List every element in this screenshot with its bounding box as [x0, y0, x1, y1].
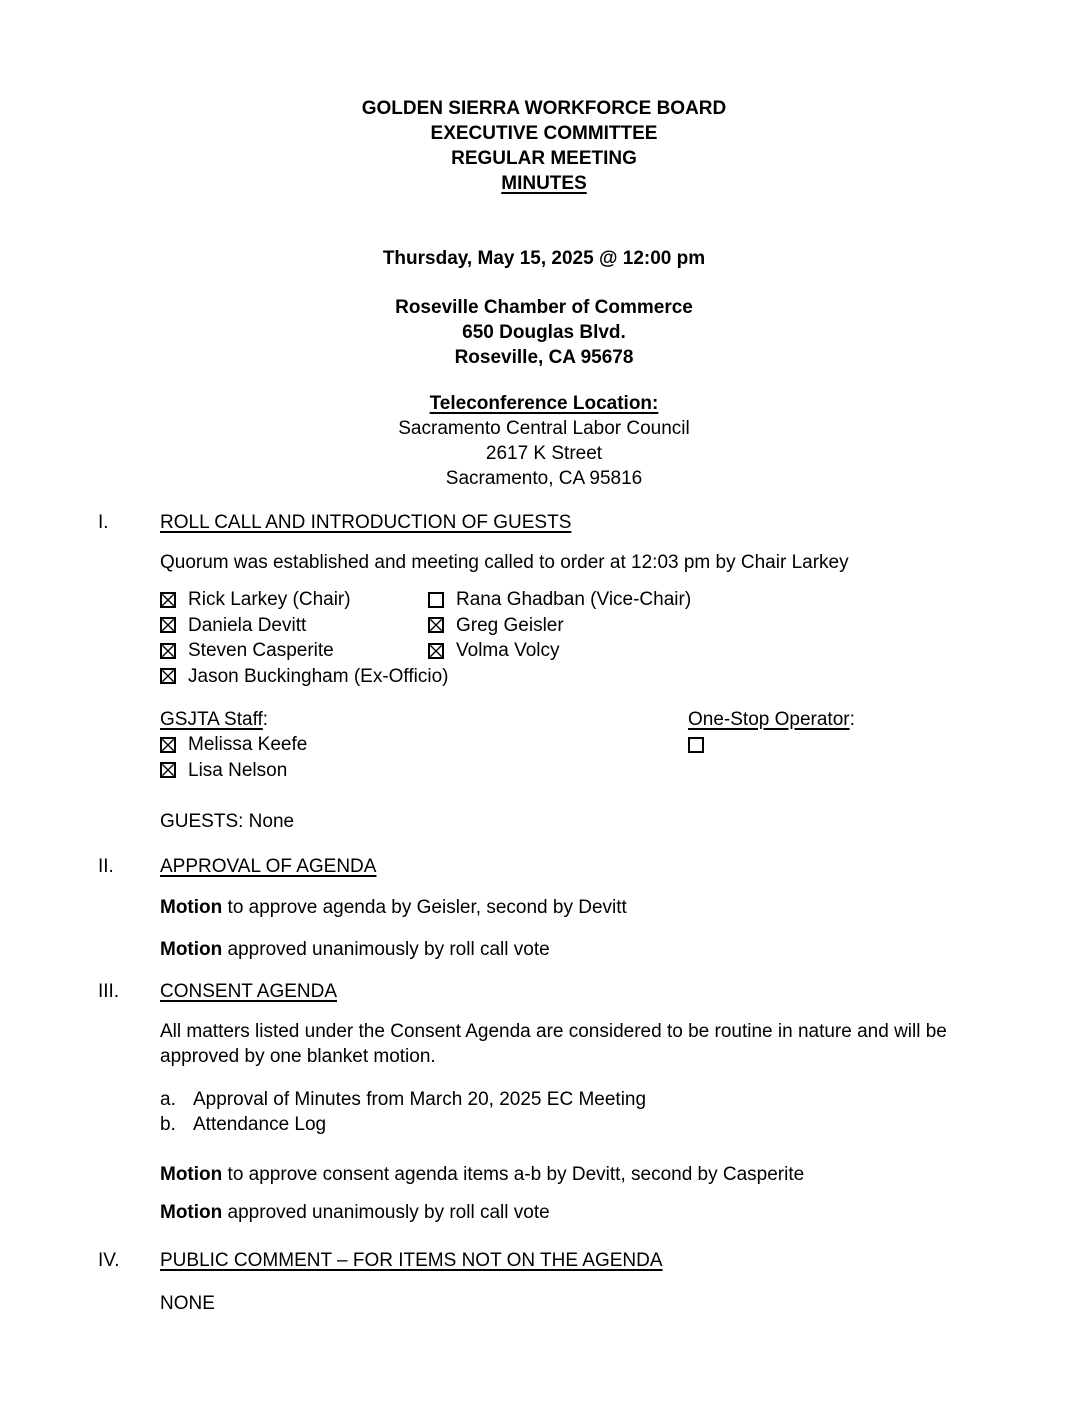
- title-line-committee: EXECUTIVE COMMITTEE: [430, 123, 658, 144]
- section-approval-of-agenda: [98, 854, 990, 962]
- teleconference-street: 2617 K Street: [485, 443, 603, 464]
- attendee-row: [428, 638, 990, 664]
- attendee-row: [160, 613, 428, 639]
- checked-checkbox-icon: [160, 762, 176, 778]
- attendee-row: [160, 638, 428, 664]
- staff-member-row: [160, 758, 688, 784]
- motion-text: to approve consent agenda items a-b by Devitt, second by Casperite: [222, 1164, 805, 1185]
- staff-member-name: Lisa Nelson: [188, 759, 288, 781]
- document-title-block: [98, 96, 990, 196]
- motion-bold-word: Motion: [160, 1202, 223, 1223]
- one-stop-operator-column: [688, 707, 855, 783]
- attendee-row: [428, 587, 990, 613]
- checked-checkbox-icon: [160, 617, 176, 633]
- teleconference-name: Sacramento Central Labor Council: [398, 418, 690, 439]
- consent-items-list: [160, 1087, 990, 1137]
- teleconference-city: Sacramento, CA 95816: [445, 468, 643, 489]
- teleconference-block: [98, 391, 990, 491]
- consent-intro-text: All matters listed under the Consent Agenda are considered to be routine in nature and will be approved by one blanket motion.: [160, 1021, 947, 1067]
- checked-checkbox-icon: [160, 643, 176, 659]
- teleconference-heading: Teleconference Location:: [429, 393, 659, 414]
- section-title: PUBLIC COMMENT – FOR ITEMS NOT ON THE AGENDA: [160, 1250, 663, 1271]
- section-numeral: IV.: [98, 1250, 120, 1271]
- section-numeral: II.: [98, 856, 114, 877]
- venue-street: 650 Douglas Blvd.: [462, 322, 626, 343]
- meeting-datetime: Thursday, May 15, 2025 @ 12:00 pm: [382, 248, 706, 269]
- checked-checkbox-icon: [160, 737, 176, 753]
- section-numeral: I.: [98, 512, 109, 533]
- motion-text: approved unanimously by roll call vote: [222, 939, 550, 960]
- motion-line: [160, 937, 990, 962]
- public-comment-none: NONE: [160, 1293, 215, 1314]
- motion-line: [160, 895, 990, 920]
- section-public-comment: [98, 1248, 990, 1316]
- consent-item: [160, 1112, 990, 1137]
- section-consent-agenda: [98, 979, 990, 1225]
- checked-checkbox-icon: [428, 617, 444, 633]
- section-consent-heading: [98, 979, 990, 1004]
- title-line-board: GOLDEN SIERRA WORKFORCE BOARD: [361, 98, 727, 119]
- guests-line: GUESTS: None: [160, 811, 295, 832]
- consent-item-label: a.: [160, 1089, 176, 1110]
- consent-item-text: Attendance Log: [193, 1114, 327, 1135]
- section-title: ROLL CALL AND INTRODUCTION OF GUESTS: [160, 512, 572, 533]
- consent-item-text: Approval of Minutes from March 20, 2025 EC Meeting: [193, 1089, 647, 1110]
- one-stop-operator-checkbox-row: [688, 732, 855, 758]
- checked-checkbox-icon: [160, 668, 176, 684]
- section-roll-call: [98, 510, 990, 834]
- attendee-row: [160, 587, 428, 613]
- staff-operator-columns: [160, 707, 990, 783]
- attendance-roster: [160, 587, 990, 689]
- attendee-name: Volma Volcy: [456, 640, 560, 662]
- venue-address-block: [98, 295, 990, 370]
- attendee-name: Steven Casperite: [188, 640, 334, 662]
- checked-checkbox-icon: [160, 592, 176, 608]
- attendee-name: Rick Larkey (Chair): [188, 589, 351, 611]
- quorum-text: Quorum was established and meeting called to order at 12:03 pm by Chair Larkey: [160, 552, 849, 573]
- unchecked-checkbox-icon: [688, 737, 704, 753]
- staff-member-name: Melissa Keefe: [188, 734, 308, 756]
- motion-bold-word: Motion: [160, 897, 223, 918]
- attendee-name: Rana Ghadban (Vice-Chair): [456, 589, 692, 611]
- attendee-name: Daniela Devitt: [188, 614, 307, 636]
- section-title: APPROVAL OF AGENDA: [160, 856, 377, 877]
- attendee-row: [428, 613, 990, 639]
- attendee-name: Greg Geisler: [456, 614, 564, 636]
- motion-bold-word: Motion: [160, 1164, 223, 1185]
- section-title: CONSENT AGENDA: [160, 981, 338, 1002]
- gsjta-staff-label: GSJTA Staff: [160, 709, 263, 730]
- one-stop-operator-label-line: [688, 707, 855, 732]
- venue-city: Roseville, CA 95678: [454, 347, 634, 368]
- section-roll-call-heading: [98, 510, 990, 535]
- section-approval-heading: [98, 854, 990, 879]
- motion-line: [160, 1200, 990, 1225]
- venue-name: Roseville Chamber of Commerce: [395, 297, 693, 318]
- one-stop-operator-colon: :: [849, 709, 855, 730]
- attendee-row: [160, 664, 449, 690]
- checked-checkbox-icon: [428, 643, 444, 659]
- consent-item-label: b.: [160, 1114, 176, 1135]
- title-line-minutes: MINUTES: [501, 173, 587, 194]
- gsjta-staff-column: [160, 707, 688, 783]
- motion-text: to approve agenda by Geisler, second by Devitt: [222, 897, 627, 918]
- gsjta-staff-colon: :: [262, 709, 269, 730]
- unchecked-checkbox-icon: [428, 592, 444, 608]
- title-line-meeting: REGULAR MEETING: [451, 148, 637, 169]
- consent-item: [160, 1087, 990, 1112]
- motion-bold-word: Motion: [160, 939, 223, 960]
- gsjta-staff-label-line: [160, 707, 688, 732]
- section-public-comment-heading: [98, 1248, 990, 1273]
- section-numeral: III.: [98, 981, 120, 1002]
- motion-line: [160, 1162, 990, 1187]
- staff-member-row: [160, 732, 688, 758]
- one-stop-operator-label: One-Stop Operator: [688, 709, 850, 730]
- attendee-name: Jason Buckingham (Ex-Officio): [188, 665, 449, 687]
- motion-text: approved unanimously by roll call vote: [222, 1202, 550, 1223]
